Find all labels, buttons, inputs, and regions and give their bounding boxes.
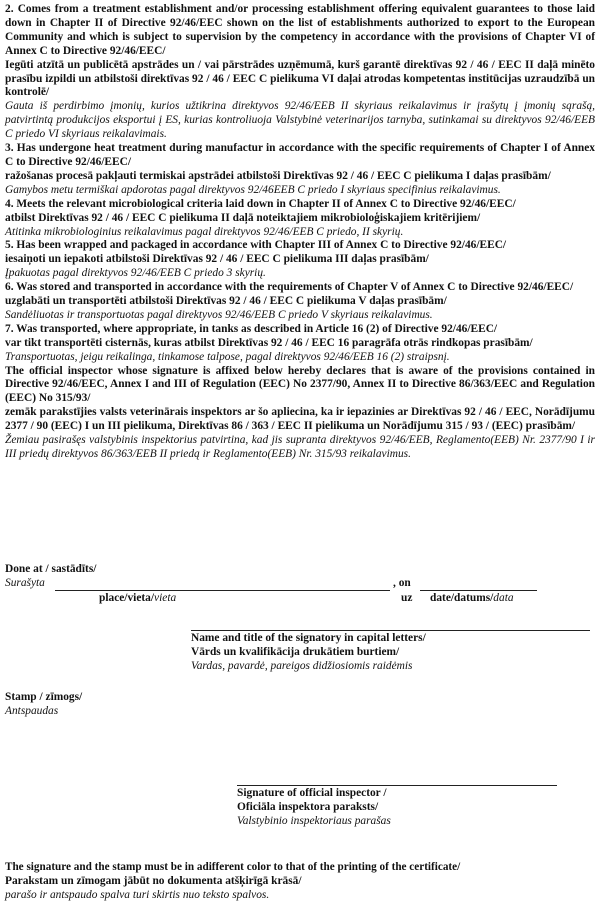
item-3-lt: Gamybos metu termiškai apdorotas pagal direktyvos 92/46EEB C priedo I skyriaus specifinius reikalavimus. [5,183,501,196]
done-at-label-lt: Surašyta [5,577,45,589]
item-7-lt: Transportuotas, jeigu reikalinga, tinkamose talpose, pagal direktyvos 92/46/EEB 16 (2) straipsnį. [5,350,450,363]
place-caption: place/vieta/vieta [99,592,177,604]
name-title-line [191,630,590,631]
footer-en: The signature and the stamp must be in adifferent color to that of the printing of the certificate/ [5,861,461,873]
item-4-en: 4. Meets the relevant microbiological criteria laid down in Chapter II of Annex C to Directive 92/46/EEC/ [5,197,516,210]
uz-label: uz [401,592,413,604]
place-line [55,590,390,591]
signature-line [237,785,557,786]
item-2-en: 2. Comes from a treatment establishment and/or processing establishment offering equivalent guarantees to those laid down in Chapter II of Directive 92/46/EEC shown on the list of establishments authorized to export to the European Community and which is subject to supervision by the competency in accordance with the provisions of Chapter VI of Annex C to Directive 92/46/EEC/ [5,3,595,57]
item-4-lt: Atitinka mikrobiologinius reikalavimus pagal direktyvos 92/46/EEB C priedo, II skyrių. [5,225,404,238]
item-6-en: 6. Was stored and transported in accordance with the requirements of Chapter V of Annex C to Directive 92/46/EEC/ [5,281,574,294]
footer-lt: parašo ir antspaudo spalva turi skirtis nuo teksto spalvos. [5,889,270,901]
declaration-lv: zemāk parakstījies valsts veterinārais inspektors ar šo apliecina, ka ir iepazinies ar Direktīvas 92 / 46 / EEC, Norādījumu 2377 / 90 (EEC) I un III pielikuma, Direktīvas 86 / 363 / EEC II pielikuma un Norādījumu 315 / 93 / (EEC) prasībām/ [5,406,595,433]
stamp-label: Stamp / zīmogs/ [5,691,83,703]
footer-lv: Parakstam un zīmogam jābūt no dokumenta atšķirīgā krāsā/ [5,875,302,887]
declaration-lt: Žemiau pasirašęs valstybinis inspektorius patvirtina, kad jis supranta direktyvos 92/46/EEB, Reglamento(EEB) Nr. 2377/90 I ir III priedų direktyvos 86/363/EEB II priedą ir Reglamento(EEB) Nr. 315/93 reikalavimus. [5,434,595,460]
stamp-label-lt: Antspaudas [5,705,59,717]
item-2-lv: Iegūti atzītā un publicētā apstrādes un / vai pārstrādes uzņēmumā, kurš garantē direktīvas 92 / 46 / EEC II daļā minēto prasību izpildi un atbilstoši direktīvas 92 / 46 / EEC C pielikuma VI daļai atrodas kompetentas institūcijas uzraudzībā un kontrolē/ [5,58,595,99]
name-title-lt: Vardas, pavardė, pareigos didžiosiomis raidėmis [191,660,413,672]
item-4-lv: atbilst Direktīvas 92 / 46 / EEC C pielikuma II daļā noteiktajiem mikrobioloģiskajiem kritērijiem/ [5,211,481,224]
item-7-en: 7. Was transported, where appropriate, in tanks as described in Article 16 (2) of Directive 92/46/EEC/ [5,322,498,335]
date-caption: date/datums/data [430,592,514,604]
item-2-lt: Gauta iš perdirbimo įmonių, kurios užtikrina direktyvos 92/46/EEB II skyriaus reikalavimus ir įrašytų į įmonių sąrašą, patvirtintą produkcijos eksportui į ES, kurias kontroliuoja Valstybinė veterinarijos tarnyba, sutinkamai su direktyvos 92/46/EEB C priedo VI skyriaus reikalavimais. [5,100,595,141]
item-5-lt: Įpakuotas pagal direktyvos 92/46/EEB C priedo 3 skyrių. [5,267,266,280]
name-title-lv: Vārds un kvalifikācija drukātiem burtiem/ [191,646,400,658]
on-label: , on [393,577,411,589]
signature-lv: Oficiāla inspektora paraksts/ [237,801,379,813]
name-title-en: Name and title of the signatory in capital letters/ [191,632,426,644]
item-6-lv: uzglabāti un transportēti atbilstoši Direktīvas 92 / 46 / EEC C pielikuma V daļas prasībām/ [5,295,447,308]
signature-en: Signature of official inspector / [237,787,387,799]
certificate-page [5,3,595,462]
item-7-lv: var tikt transportēti cisternās, kuras atbilst Direktīvas 92 / 46 / EEC 16 paragrāfa otrās rindkopas prasībām/ [5,336,533,349]
signature-lt: Valstybinio inspektoriaus parašas [237,815,391,827]
item-3-en: 3. Has undergone heat treatment during manufactur in accordance with the specific requirements of Chapter I of Annex C to Directive 92/46/EEC/ [5,142,595,168]
declaration-en: The official inspector whose signature is affixed below hereby declares that is aware of the provisions contained in Directive 92/46/EEC, Annex I and III of Regulation (EEC) No 2377/90, Annex II to Directive 86/363/EEC and Regulation (EEC) No 315/93/ [5,364,595,405]
item-5-lv: iesaiņoti un iepakoti atbilstoši Direktīvas 92 / 46 / EEC C pielikuma III daļas prasībām/ [5,253,429,266]
item-5-en: 5. Has been wrapped and packaged in accordance with Chapter III of Annex C to Directive 92/46/EEC/ [5,239,507,252]
item-6-lt: Sandėliuotas ir transportuotas pagal direktyvos 92/46/EEB C priedo V skyriaus reikalavimus. [5,308,433,321]
done-at-label: Done at / sastādīts/ [5,563,97,575]
item-3-lv: ražošanas procesā pakļauti termiskai apstrādei atbilstoši Direktīvas 92 / 46 / EEC C pielikuma I daļas prasībām/ [5,169,551,182]
date-line [420,590,537,591]
